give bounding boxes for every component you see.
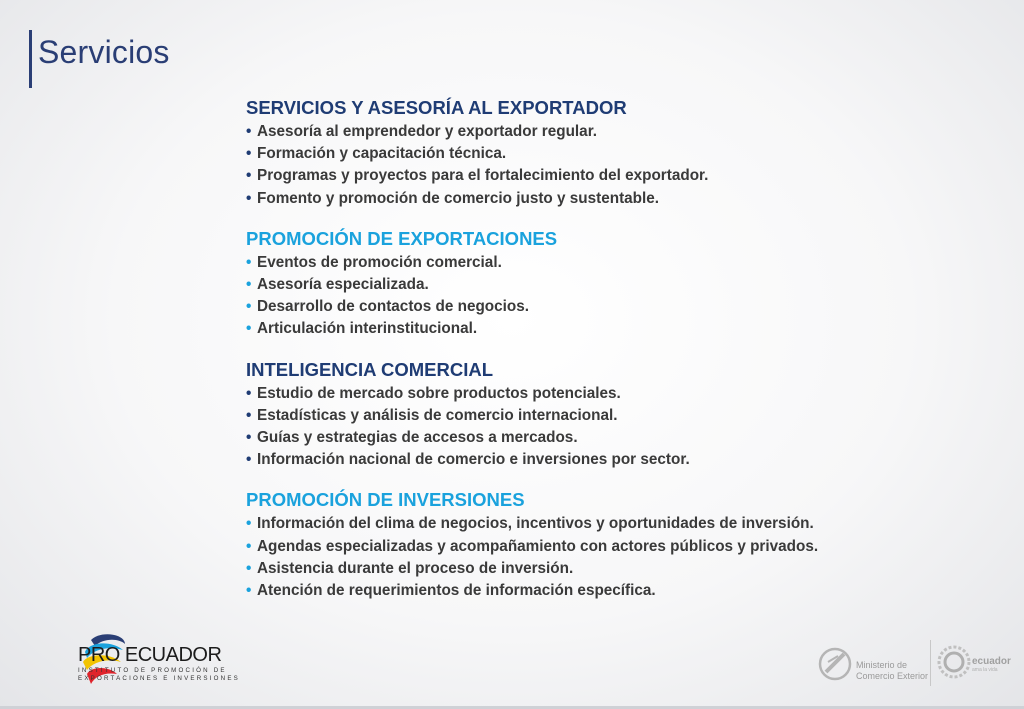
bullet-icon: • [246, 276, 252, 294]
ecuador-logo-subtext: ama la vida [972, 667, 998, 673]
section-heading: PROMOCIÓN DE INVERSIONES [246, 489, 525, 511]
section-inteligencia-comercial [246, 357, 986, 472]
bullet-icon: • [246, 145, 252, 163]
ecuador-logo-text: ecuador [972, 656, 1011, 667]
list-item: • Asesoría especializada. [246, 274, 986, 296]
list-item: • Articulación interinstitucional. [246, 318, 986, 340]
proecuador-name: PRO ECUADOR [78, 644, 222, 666]
section-heading: PROMOCIÓN DE EXPORTACIONES [246, 227, 558, 249]
list-item: • Atención de requerimientos de información específica. [246, 580, 986, 602]
services-content [246, 95, 986, 618]
bullet-icon: • [246, 582, 252, 600]
ministerio-logo-text [856, 660, 928, 682]
bullet-icon: • [246, 451, 252, 469]
list-item: • Formación y capacitación técnica. [246, 143, 986, 165]
list-item: • Estadísticas y análisis de comercio internacional. [246, 405, 986, 427]
list-item: • Fomento y promoción de comercio justo y sustentable. [246, 188, 986, 210]
proecuador-subtitle-2: EXPORTACIONES E INVERSIONES [78, 674, 240, 682]
list-item: • Asesoría al emprendedor y exportador regular. [246, 121, 986, 143]
ministerio-line-1: Ministerio de [856, 660, 908, 670]
title-accent-bar [29, 30, 32, 88]
proecuador-subtitle-1: INSTITUTO DE PROMOCIÓN DE [78, 667, 227, 674]
page-title: Servicios [38, 34, 170, 70]
list-item: • Agendas especializadas y acompañamiento con actores públicos y privados. [246, 536, 986, 558]
bullet-icon: • [246, 253, 252, 271]
proecuador-logo-text [78, 644, 240, 682]
section-heading: SERVICIOS Y ASESORÍA AL EXPORTADOR [246, 97, 627, 118]
ministerio-logo-icon [818, 642, 854, 686]
bullet-icon: • [246, 559, 252, 577]
bullet-icon: • [246, 515, 252, 533]
section-heading: INTELIGENCIA COMERCIAL [246, 358, 494, 380]
bullet-icon: • [246, 537, 252, 555]
section-servicios-asesoria [246, 95, 986, 210]
section-promocion-inversiones [246, 487, 986, 602]
section-promocion-exportaciones [246, 226, 986, 341]
bullet-icon: • [246, 298, 252, 316]
bullet-icon: • [246, 189, 252, 207]
list-item: • Programas y proyectos para el fortalecimiento del exportador. [246, 165, 986, 187]
ministerio-line-2: Comercio Exterior [856, 671, 929, 681]
list-item: • Eventos de promoción comercial. [246, 252, 986, 274]
bullet-icon: • [246, 406, 252, 424]
list-item: • Información nacional de comercio e inversiones por sector. [246, 449, 986, 471]
list-item: • Desarrollo de contactos de negocios. [246, 296, 986, 318]
bullet-icon: • [246, 384, 252, 402]
bullet-icon: • [246, 123, 252, 140]
bullet-icon: • [246, 167, 252, 185]
logo-divider [930, 640, 931, 686]
ecuador-sun-logo-icon [936, 640, 972, 684]
list-item: • Asistencia durante el proceso de inversión. [246, 558, 986, 580]
bullet-icon: • [246, 429, 252, 447]
bullet-icon: • [246, 320, 252, 338]
list-item: • Estudio de mercado sobre productos potenciales. [246, 383, 986, 405]
list-item: • Información del clima de negocios, incentivos y oportunidades de inversión. [246, 513, 986, 535]
list-item: • Guías y estrategias de accesos a mercados. [246, 427, 986, 449]
